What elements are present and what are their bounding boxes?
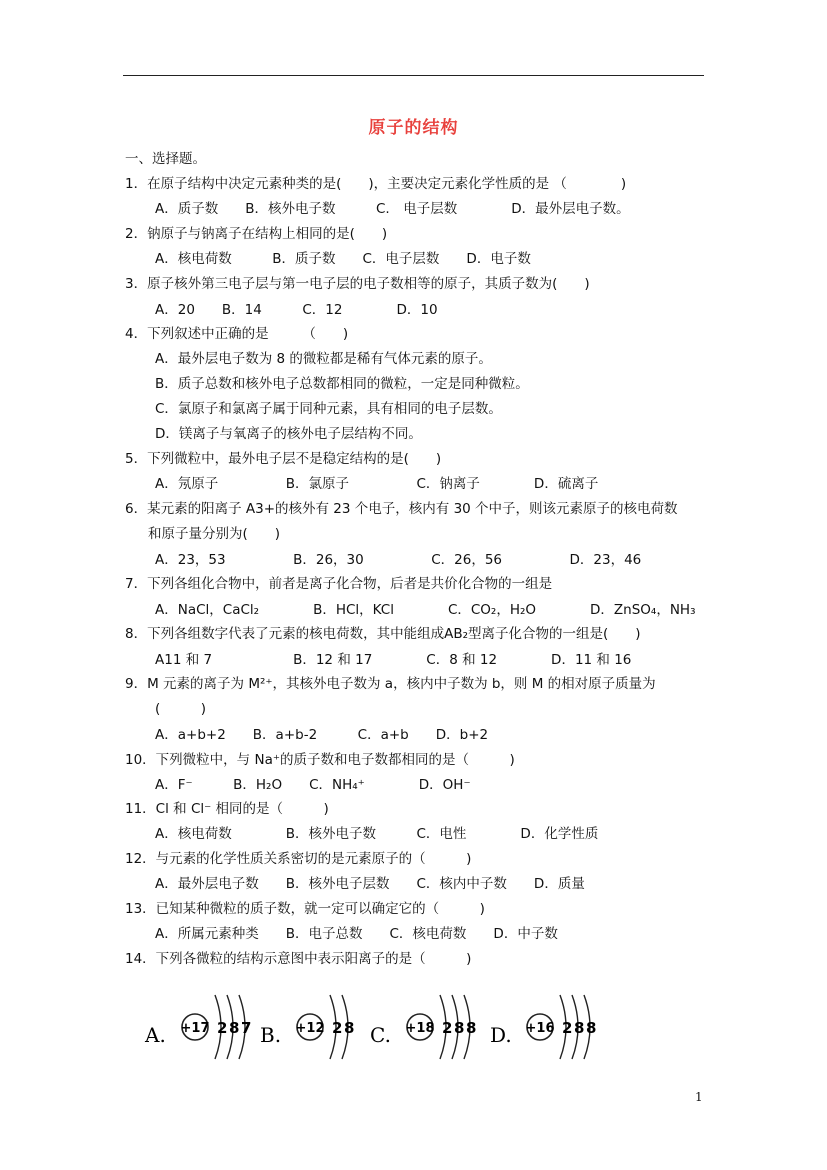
option-line: C．氯原子和氯离子属于同种元素，具有相同的电子层数。	[155, 401, 502, 417]
shell-electron-count: 8	[586, 1019, 597, 1037]
question-line: 14．下列各微粒的结构示意图中表示阳离子的是（ )	[125, 951, 472, 967]
question-line: 10．下列微粒中，与 Na⁺的质子数和电子数都相同的是（ )	[125, 752, 515, 768]
shell-electron-count: 8	[344, 1019, 355, 1037]
option-line: A．最外层电子数 B．核外电子层数 C．核内中子数 D．质量	[155, 876, 585, 892]
question-line: 8．下列各组数字代表了元素的核电荷数，其中能组成AB₂型离子化合物的一组是( )	[125, 626, 641, 642]
shell-electron-count: 8	[574, 1019, 585, 1037]
question-line: 11．Cl 和 Cl⁻ 相同的是（ )	[125, 801, 329, 817]
nucleus-charge: +18	[405, 1021, 435, 1036]
atom-diagram-d	[490, 995, 596, 1059]
section-heading: 一、选择题。	[125, 151, 206, 167]
atom-structure-diagrams	[140, 985, 600, 1075]
option-line: ( )	[155, 701, 207, 717]
question-line: 1．在原子结构中决定元素种类的是( )，主要决定元素化学性质的是 （ )	[125, 176, 627, 192]
shell-electron-count: 2	[442, 1019, 453, 1037]
diagram-label: A.	[145, 1023, 166, 1047]
nucleus-charge: +12	[295, 1021, 325, 1036]
diagram-label: B.	[260, 1023, 282, 1047]
question-line: 13．已知某种微粒的质子数，就一定可以确定它的（ )	[125, 901, 485, 917]
shell-electron-count: 8	[229, 1019, 240, 1037]
shell-electron-count: 8	[454, 1019, 465, 1037]
option-line: A．所属元素种类 B．电子总数 C．核电荷数 D．中子数	[155, 926, 558, 942]
nucleus-charge: +17	[180, 1021, 210, 1036]
shell-electron-count: 2	[217, 1019, 228, 1037]
shell-electron-count: 8	[466, 1019, 477, 1037]
question-line: 2．钠原子与钠离子在结构上相同的是( )	[125, 226, 388, 242]
option-line: D．镁离子与氧离子的核外电子层结构不同。	[155, 426, 422, 442]
option-line: A．a+b+2 B．a+b-2 C．a+b D．b+2	[155, 727, 489, 743]
shell-electron-count: 2	[332, 1019, 343, 1037]
option-line: A11 和 7 B．12 和 17 C．8 和 12 D．11 和 16	[155, 652, 632, 668]
option-line: A．最外层电子数为 8 的微粒都是稀有气体元素的原子。	[155, 351, 492, 367]
atom-diagram-b	[260, 995, 354, 1059]
option-line: A．氖原子 B．氯原子 C．钠离子 D．硫离子	[155, 476, 599, 492]
question-line: 4．下列叙述中正确的是 （ )	[125, 326, 349, 342]
option-line: A．F⁻ B．H₂O C．NH₄⁺ D．OH⁻	[155, 777, 471, 793]
option-line: A．核电荷数 B．质子数 C．电子层数 D．电子数	[155, 251, 531, 267]
question-line: 9．M 元素的离子为 M²⁺，其核外电子数为 a，核内中子数为 b，则 M 的相对原子质量为	[125, 676, 656, 692]
page-title: 原子的结构	[368, 118, 459, 138]
header-rule	[123, 75, 704, 76]
option-line: A．20 B．14 C．12 D．10	[155, 302, 438, 318]
option-line: B．质子总数和核外电子总数都相同的微粒，一定是同种微粒。	[155, 376, 529, 392]
shell-electron-count: 7	[241, 1019, 252, 1037]
question-line: 12．与元素的化学性质关系密切的是元素原子的（ )	[125, 851, 472, 867]
option-line: A．质子数 B．核外电子数 C. 电子层数 D．最外层电子数。	[155, 201, 630, 217]
page-number: 1	[695, 1090, 703, 1104]
question-line: 6．某元素的阳离子 A3+的核外有 23 个电子，核内有 30 个中子，则该元素原子的核电荷数	[125, 501, 678, 517]
question-line: 7．下列各组化合物中，前者是离子化合物，后者是共价化合物的一组是	[125, 576, 553, 592]
atom-diagram-a	[144, 995, 251, 1059]
question-line: 3．原子核外第三电子层与第一电子层的电子数相等的原子，其质子数为( )	[125, 276, 590, 292]
option-line: A．核电荷数 B．核外电子数 C．电性 D．化学性质	[155, 826, 599, 842]
option-line: A．23，53 B．26，30 C．26，56 D．23，46	[155, 552, 642, 568]
atom-diagram-c	[370, 995, 476, 1059]
question-line: 5．下列微粒中，最外电子层不是稳定结构的是( )	[125, 451, 442, 467]
nucleus-charge: +16	[525, 1021, 555, 1036]
shell-electron-count: 2	[562, 1019, 573, 1037]
question-continuation: 和原子量分别为( )	[148, 526, 281, 542]
diagram-label: D.	[490, 1023, 512, 1047]
diagram-label: C.	[370, 1023, 391, 1047]
option-line: A．NaCl，CaCl₂ B．HCl，KCl C．CO₂，H₂O D．ZnSO₄，NH₃	[155, 602, 696, 618]
